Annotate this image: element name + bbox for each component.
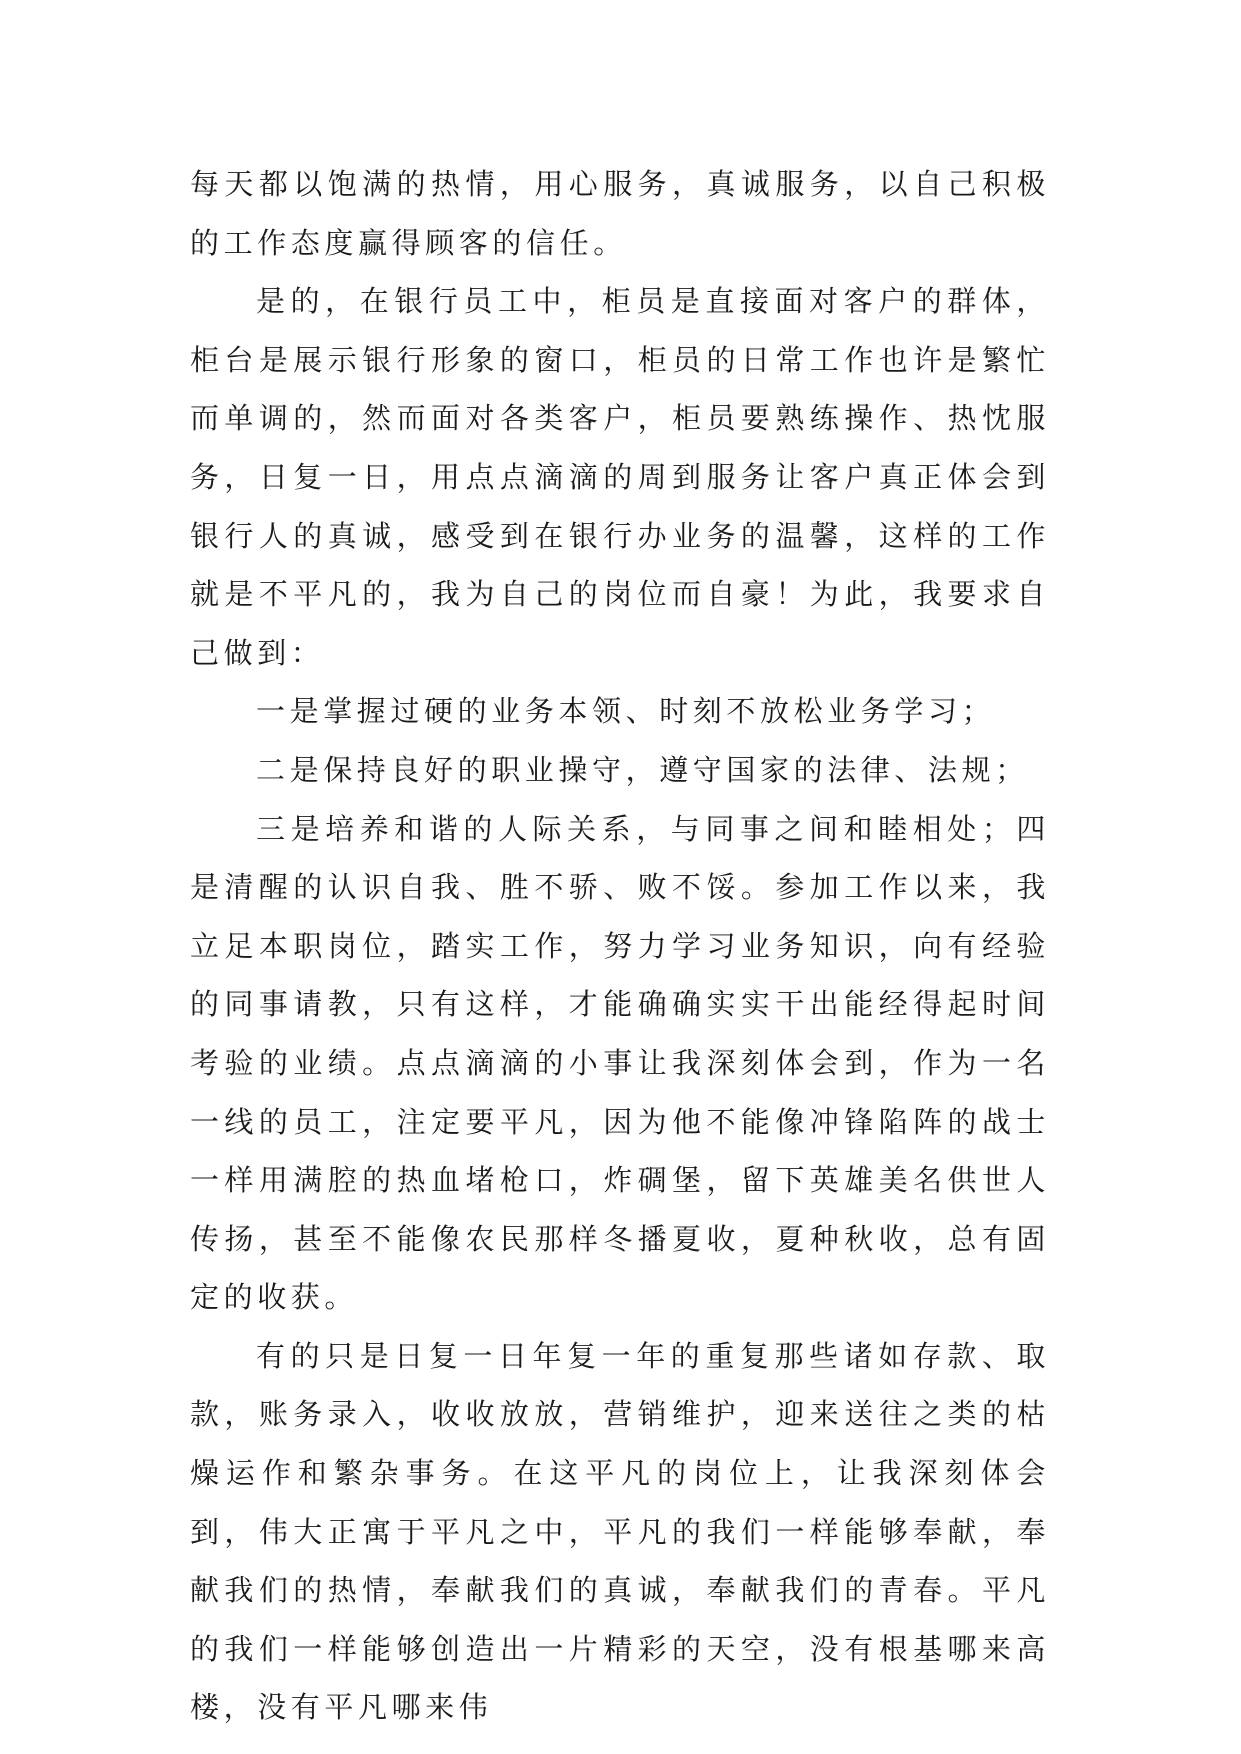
paragraph-point-one: 一是掌握过硬的业务本领、时刻不放松业务学习； <box>256 694 996 729</box>
paragraph-ordinary-work: 有的只是日复一日年复一年的重复那些诸如存款、取款，账务录入，收收放放，营销维护，迎来送往之类的枯燥运作和繁杂事务。在这平凡的岗位上，让我深刻体会到，伟大正寓于平凡之中，平凡的我们一样能够奉献，奉献我们的热情，奉献我们的真诚，奉献我们的青春。平凡的我们一样能够创造出一片精彩的天空，没有根基哪来高楼，没有平凡哪来伟 <box>190 1338 1050 1725</box>
paragraph-continuation: 每天都以饱满的热情，用心服务，真诚服务，以自己积极的工作态度赢得顾客的信任。 <box>190 167 1050 260</box>
paragraph-point-three-four: 三是培养和谐的人际关系，与同事之间和睦相处；四是清醒的认识自我、胜不骄、败不馁。参加工作以来，我立足本职岗位，踏实工作，努力学习业务知识，向有经验的同事请教，只有这样，才能确确实实干出能经得起时间考验的业绩。点点滴滴的小事让我深刻体会到，作为一名一线的员工，注定要平凡，因为他不能像冲锋陷阵的战士一样用满腔的热血堵枪口，炸碉堡，留下英雄美名供世人传扬，甚至不能像农民那样冬播夏收，夏种秋收，总有固定的收获。 <box>190 811 1050 1315</box>
paragraph-point-two: 二是保持良好的职业操守，遵守国家的法律、法规； <box>256 752 1029 787</box>
document-body <box>190 155 1050 1737</box>
paragraph-teller-role: 是的，在银行员工中，柜员是直接面对客户的群体，柜台是展示银行形象的窗口，柜员的日常工作也许是繁忙而单调的，然而面对各类客户，柜员要熟练操作、热忱服务，日复一日，用点点滴滴的周到服务让客户真正体会到银行人的真诚，感受到在银行办业务的温馨，这样的工作就是不平凡的，我为自己的岗位而自豪！为此，我要求自己做到： <box>190 284 1050 670</box>
